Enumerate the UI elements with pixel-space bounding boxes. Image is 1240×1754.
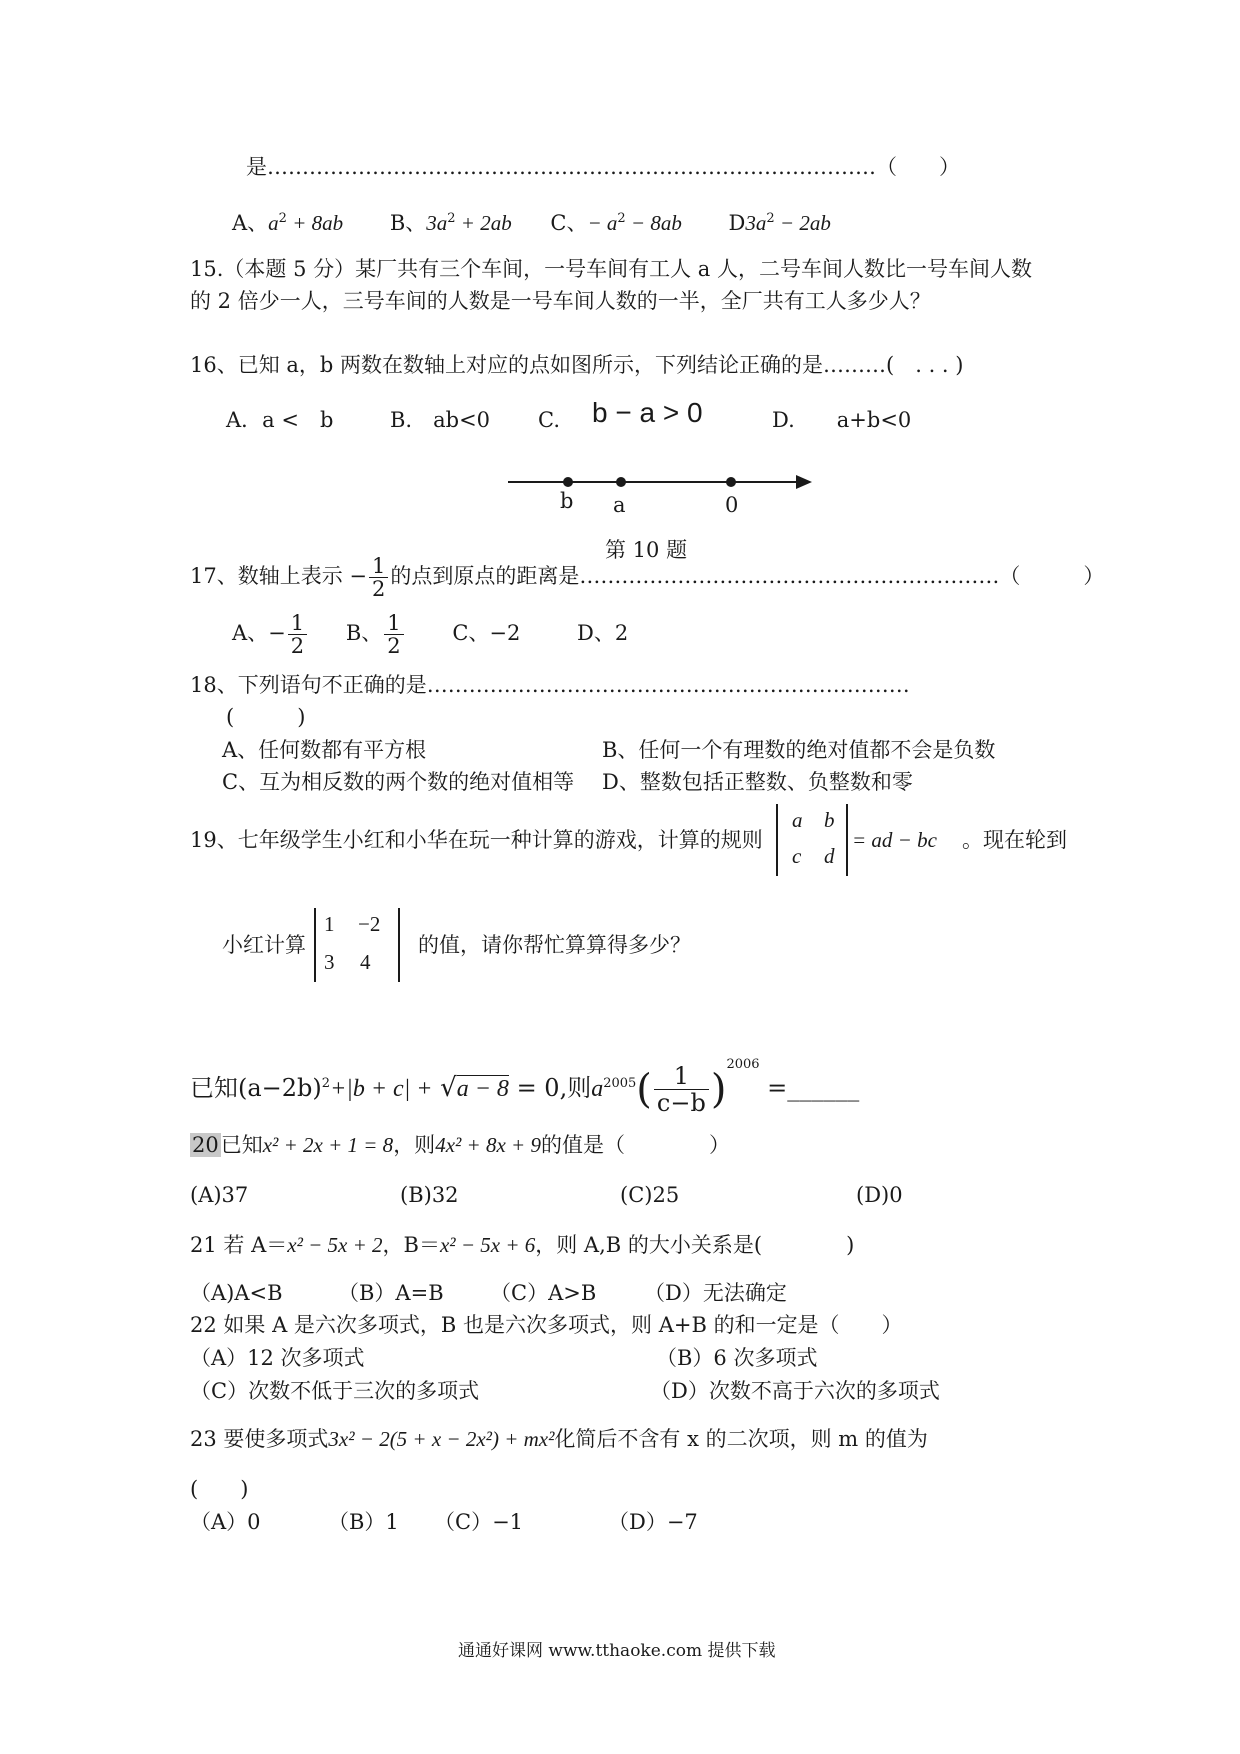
q14-options: A、$a^2 + 8ab$ B、$3a^2 + 2ab$ C、− $a^2 - 8ab$ $D3a^2 - 2ab$ xyxy=(232,211,831,235)
q16-option-b: B. ab<0 xyxy=(390,408,491,432)
q20-option-b: (B)32 xyxy=(400,1183,459,1207)
q21-option-b: （B）A=B xyxy=(338,1281,444,1305)
q18-stem: 18、下列语句不正确的是…………………………………………………………… xyxy=(190,673,910,697)
q15-line1: 15.（本题 5 分）某厂共有三个车间，一号车间有工人 a 人，二号车间人数比一号车间人数 xyxy=(190,257,1032,281)
q16-option-d: D. a+b<0 xyxy=(772,408,912,432)
calc-determinant: 1 −2 3 4 xyxy=(314,908,400,982)
q23-option-c: （C）−1 xyxy=(434,1510,524,1534)
rule-rhs: = ad − bc xyxy=(852,828,937,852)
q15-line2: 的 2 倍少一人，三号车间的人数是一号车间人数的一半，全厂共有工人多少人？ xyxy=(190,289,931,313)
q20-option-c: (C)25 xyxy=(620,1183,680,1207)
q23-stem: 23 要使多项式3x² − 2(5 + x − 2x²) + mx²化简后不含有 x 的二次项，则 m 的值为 xyxy=(190,1427,928,1451)
q16-option-c-expr: b − a > 0 xyxy=(592,397,703,428)
q22-option-c: （C）次数不低于三次的多项式 xyxy=(190,1379,480,1403)
q20-option-d: (D)0 xyxy=(856,1183,903,1207)
q23-option-b: （B）1 xyxy=(328,1510,399,1534)
point-a xyxy=(616,477,626,487)
q20-number: 20 xyxy=(192,1133,219,1157)
rule-determinant: a b c d xyxy=(776,804,848,876)
q17-stem: 17、数轴上表示 − $\frac{1}{2}$ 的点到原点的距离是……………………………………………………（ ） xyxy=(190,554,1105,601)
q20-stem: 20已知x² + 2x + 1 = 8，则4x² + 8x + 9的值是（ ） xyxy=(192,1133,730,1157)
q19-stem-post: 。现在轮到 xyxy=(962,828,1067,852)
q19-stem-pre: 19、七年级学生小红和小华在玩一种计算的游戏，计算的规则 xyxy=(190,828,763,852)
q21-stem: 21 若 A＝x² − 5x + 2，B＝x² − 5x + 6，则 A,B 的大小关系是( ) xyxy=(190,1233,855,1257)
q22-option-d: （D）次数不高于六次的多项式 xyxy=(650,1379,940,1403)
q19-line2-pre: 小红计算 xyxy=(222,933,306,957)
figure-caption: 第 10 题 xyxy=(605,538,688,562)
axis-label-b: b xyxy=(560,489,574,513)
q23-option-d: （D）−7 xyxy=(608,1510,698,1534)
q21-option-c: （C）A>B xyxy=(490,1281,597,1305)
q18-option-a: A、任何数都有平方根 xyxy=(222,738,427,762)
q23-option-a: （A）0 xyxy=(190,1510,261,1534)
extra-question: 已知$(a-2b)^2+|b + c| + √a - 8 = 0$,则$a^{2005}$( $\frac{1}{c-b}$ )$^{2006}$ =______ xyxy=(190,1057,860,1117)
point-zero xyxy=(726,477,736,487)
q19-line2-post: 的值，请你帮忙算算得多少？ xyxy=(418,933,691,957)
axis-label-zero: 0 xyxy=(725,493,739,517)
q16-option-c-label: C. xyxy=(538,408,560,432)
q17-options: A、− $\frac{1}{2}$ B、 $\frac{1}{2}$ C、−2 D、2 xyxy=(232,611,629,658)
q23-paren: ( ) xyxy=(190,1477,249,1501)
q16-option-a: A．a < b xyxy=(226,408,334,432)
q22-option-b: （B）6 次多项式 xyxy=(656,1346,818,1370)
number-line-figure xyxy=(500,462,820,522)
q22-option-a: （A）12 次多项式 xyxy=(190,1346,365,1370)
q20-option-a: (A)37 xyxy=(190,1183,249,1207)
q18-option-c: C、互为相反数的两个数的绝对值相等 xyxy=(222,770,575,794)
q22-stem: 22 如果 A 是六次多项式，B 也是六次多项式，则 A+B 的和一定是（ ） xyxy=(190,1313,903,1337)
number-line-arrow xyxy=(796,475,812,489)
q18-option-d: D、整数包括正整数、负整数和零 xyxy=(602,770,913,794)
q21-option-d: （D）无法确定 xyxy=(644,1281,787,1305)
q18-option-b: B、任何一个有理数的绝对值都不会是负数 xyxy=(602,738,996,762)
footer-source: 通通好课网 www.tthaoke.com 提供下载 xyxy=(458,1641,776,1661)
q21-option-a: （A)A<B xyxy=(190,1281,283,1305)
q16-stem: 16、已知 a，b 两数在数轴上对应的点如图所示，下列结论正确的是………( . . . ) xyxy=(190,353,964,377)
q18-paren: ( ) xyxy=(226,705,306,729)
q14-stem-end: 是……………………………………………………………………………（ ） xyxy=(246,155,960,179)
axis-label-a: a xyxy=(613,493,626,517)
